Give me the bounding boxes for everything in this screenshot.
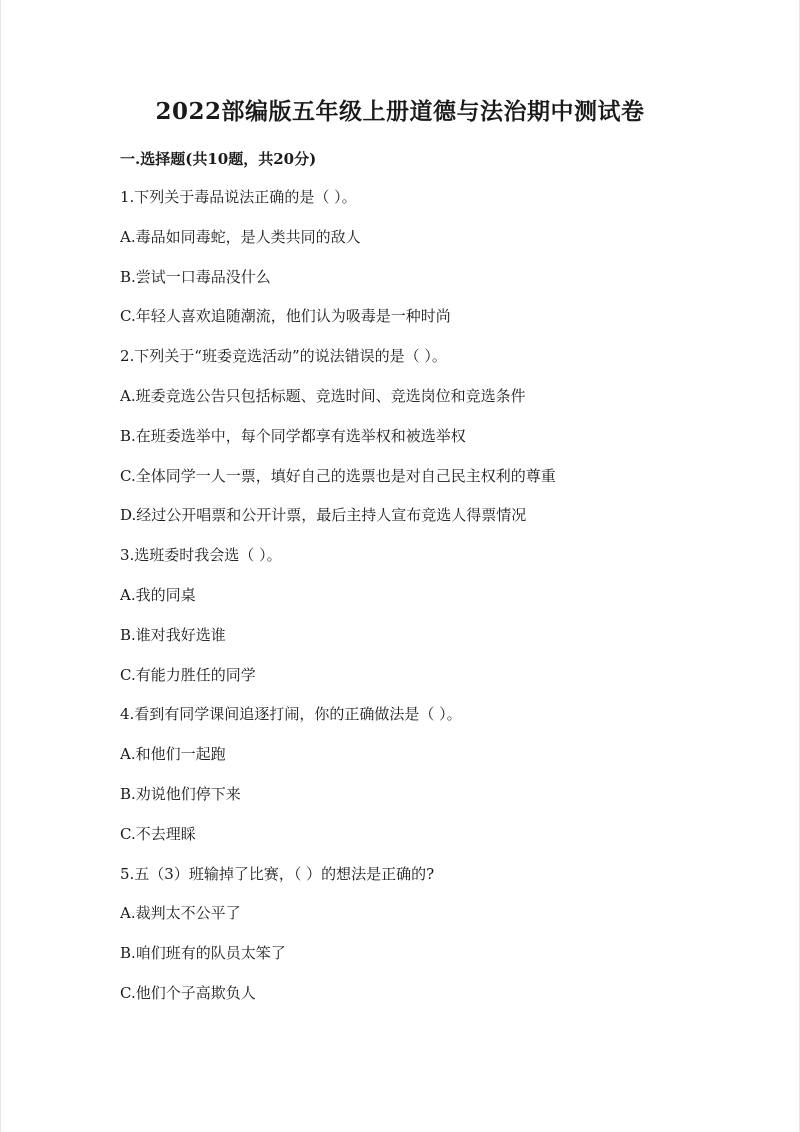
question-2-option-d: D.经过公开唱票和公开计票，最后主持人宣布竞选人得票情况 [120, 506, 527, 525]
question-4-option-c: C.不去理睬 [120, 824, 196, 843]
question-4-option-a: A.和他们一起跑 [120, 745, 226, 764]
question-4-stem: 4.看到有同学课间追逐打闹，你的正确做法是（ ）。 [120, 705, 462, 724]
question-1-option-b: B.尝试一口毒品没什么 [120, 267, 271, 286]
question-2-option-a: A.班委竞选公告只包括标题、竞选时间、竞选岗位和竞选条件 [120, 386, 526, 405]
question-5-option-c: C.他们个子高欺负人 [120, 983, 256, 1002]
question-3-option-b: B.谁对我好选谁 [120, 625, 226, 644]
question-2-stem: 2.下列关于“班委竞选活动”的说法错误的是（ ）。 [120, 347, 447, 366]
question-3-option-a: A.我的同桌 [120, 585, 196, 604]
question-4-option-b: B.劝说他们停下来 [120, 784, 241, 803]
question-1-option-a: A.毒品如同毒蛇，是人类共同的敌人 [120, 227, 361, 246]
exam-title: 2022部编版五年级上册道德与法治期中测试卷 [155, 98, 645, 125]
question-5-stem: 5.五（3）班输掉了比赛，（ ）的想法是正确的? [120, 864, 435, 883]
question-3-option-c: C.有能力胜任的同学 [120, 665, 256, 684]
question-3-stem: 3.选班委时我会选（ ）。 [120, 546, 282, 565]
section-heading: 一.选择题(共10题，共20分) [120, 150, 317, 168]
question-5-option-b: B.咱们班有的队员太笨了 [120, 944, 286, 963]
question-2-option-b: B.在班委选举中，每个同学都享有选举权和被选举权 [120, 426, 466, 445]
question-5-option-a: A.裁判太不公平了 [120, 904, 241, 923]
question-1-option-c: C.年轻人喜欢追随潮流，他们认为吸毒是一种时尚 [120, 307, 451, 326]
question-1-stem: 1.下列关于毒品说法正确的是（ ）。 [120, 188, 357, 206]
question-list [120, 186, 760, 1022]
question-2-option-c: C.全体同学一人一票，填好自己的选票也是对自己民主权利的尊重 [120, 466, 556, 485]
